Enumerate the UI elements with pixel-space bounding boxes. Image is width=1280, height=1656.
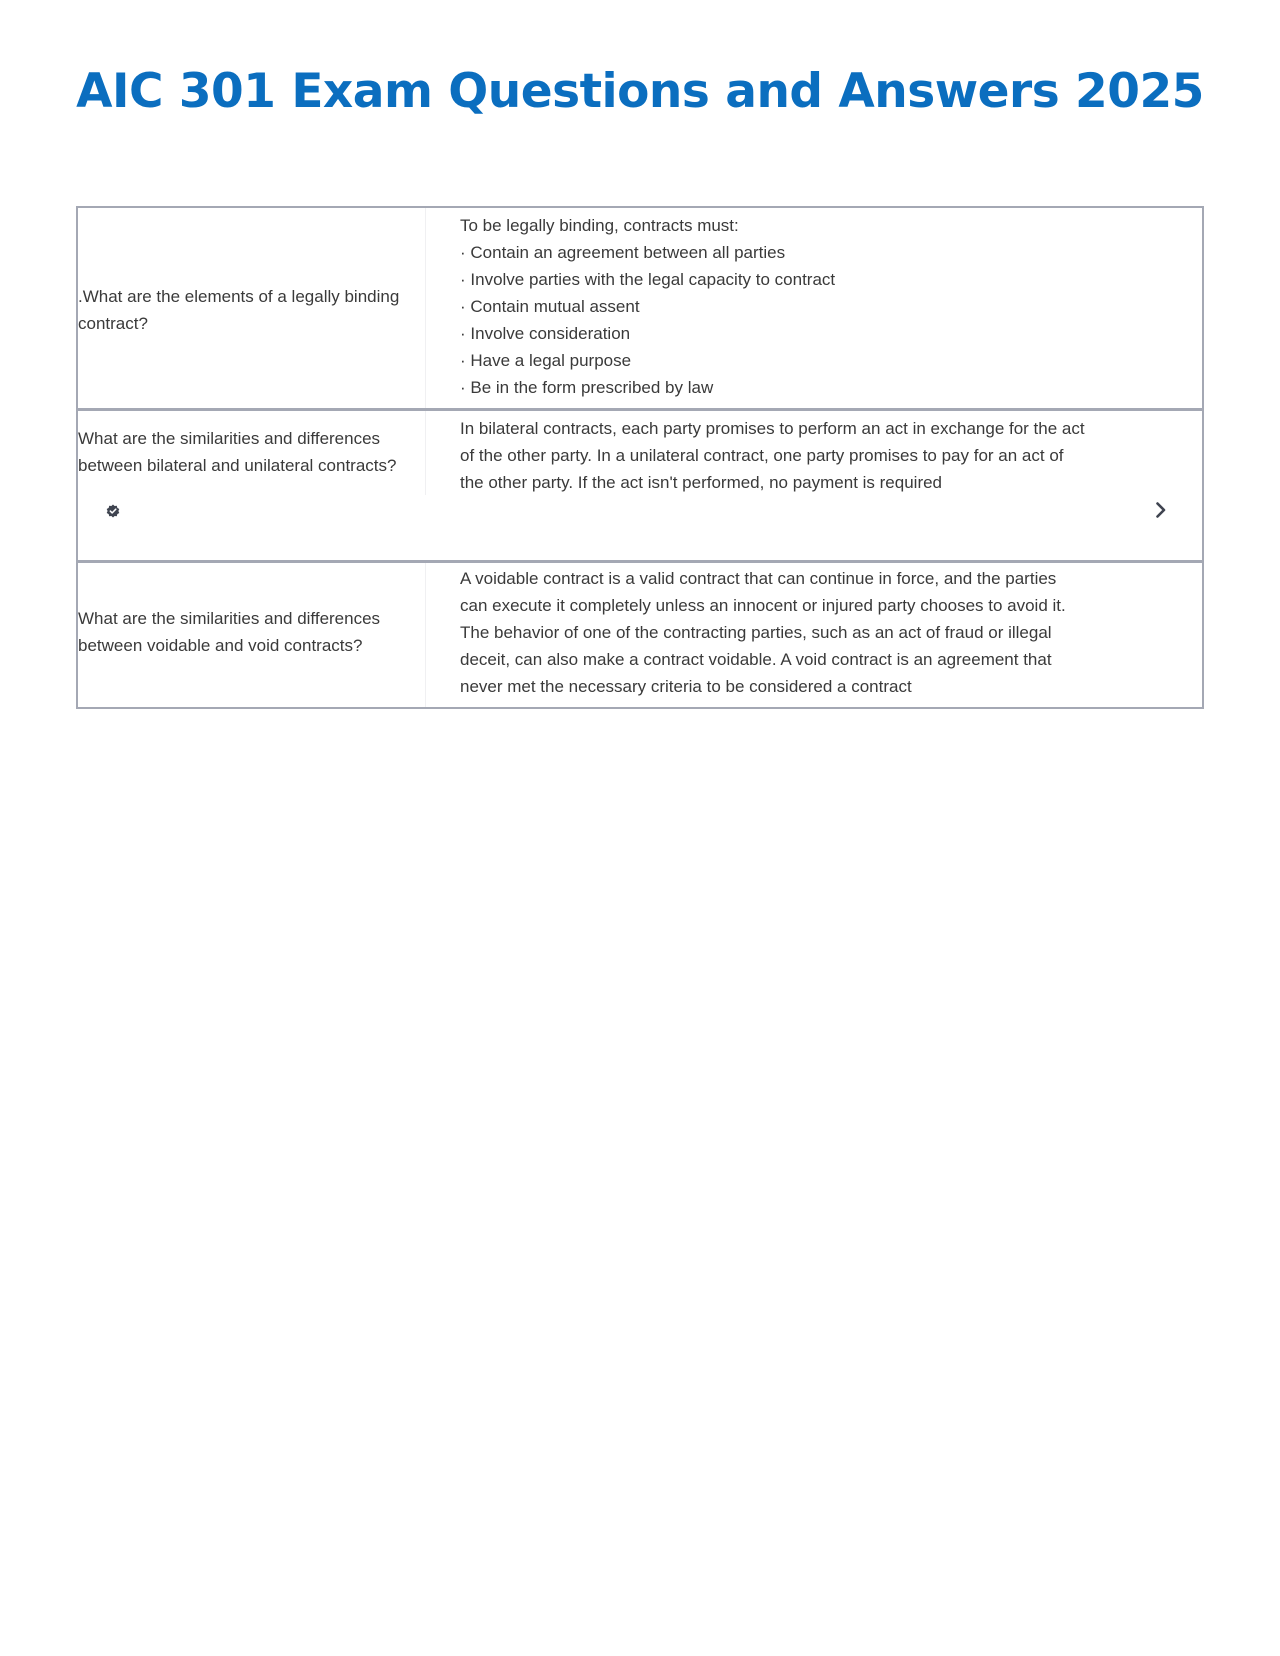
question-text: .What are the elements of a legally binding contract? <box>78 287 400 333</box>
list-item: · Have a legal purpose <box>460 347 1182 374</box>
question-text: What are the similarities and differences between voidable and void contracts? <box>78 609 381 655</box>
table-row <box>78 208 1202 408</box>
verified-badge-icon <box>106 504 120 518</box>
list-item: · Be in the form prescribed by law <box>460 374 1182 401</box>
qa-table <box>76 206 1204 709</box>
page-title: AIC 301 Exam Questions and Answers 2025 <box>76 64 1204 119</box>
answer-list <box>460 239 1182 401</box>
answer-cell <box>426 208 1202 408</box>
answer-text: In bilateral contracts, each party promises to perform an act in exchange for the act of the other party. In a unilateral contract, one party promises to pay for an act of the other party. If the act isn't performed, no payment is required <box>460 419 1085 492</box>
list-item: · Involve consideration <box>460 320 1182 347</box>
list-item: · Contain mutual assent <box>460 293 1182 320</box>
list-item: · Involve parties with the legal capacity to contract <box>460 266 1182 293</box>
answer-text: A voidable contract is a valid contract that can continue in force, and the parties can execute it completely unless an innocent or injured party chooses to avoid it. The behavior of one of the contracting parties, such as an act of fraud or illegal deceit, can also make a contract voidable. A void contract is an agreement that never met the necessary criteria to be considered a contract <box>460 569 1066 696</box>
table-row <box>78 408 1202 560</box>
question-cell <box>78 563 426 707</box>
question-cell <box>78 411 426 495</box>
list-item: · Contain an agreement between all parties <box>460 239 1182 266</box>
answer-intro: To be legally binding, contracts must: <box>460 216 739 235</box>
table-row <box>78 560 1202 707</box>
question-text: What are the similarities and differences between bilateral and unilateral contracts? <box>78 429 397 475</box>
question-cell <box>78 208 426 408</box>
answer-cell <box>426 563 1106 707</box>
chevron-right-icon[interactable] <box>1154 501 1168 519</box>
answer-cell <box>426 411 1106 560</box>
